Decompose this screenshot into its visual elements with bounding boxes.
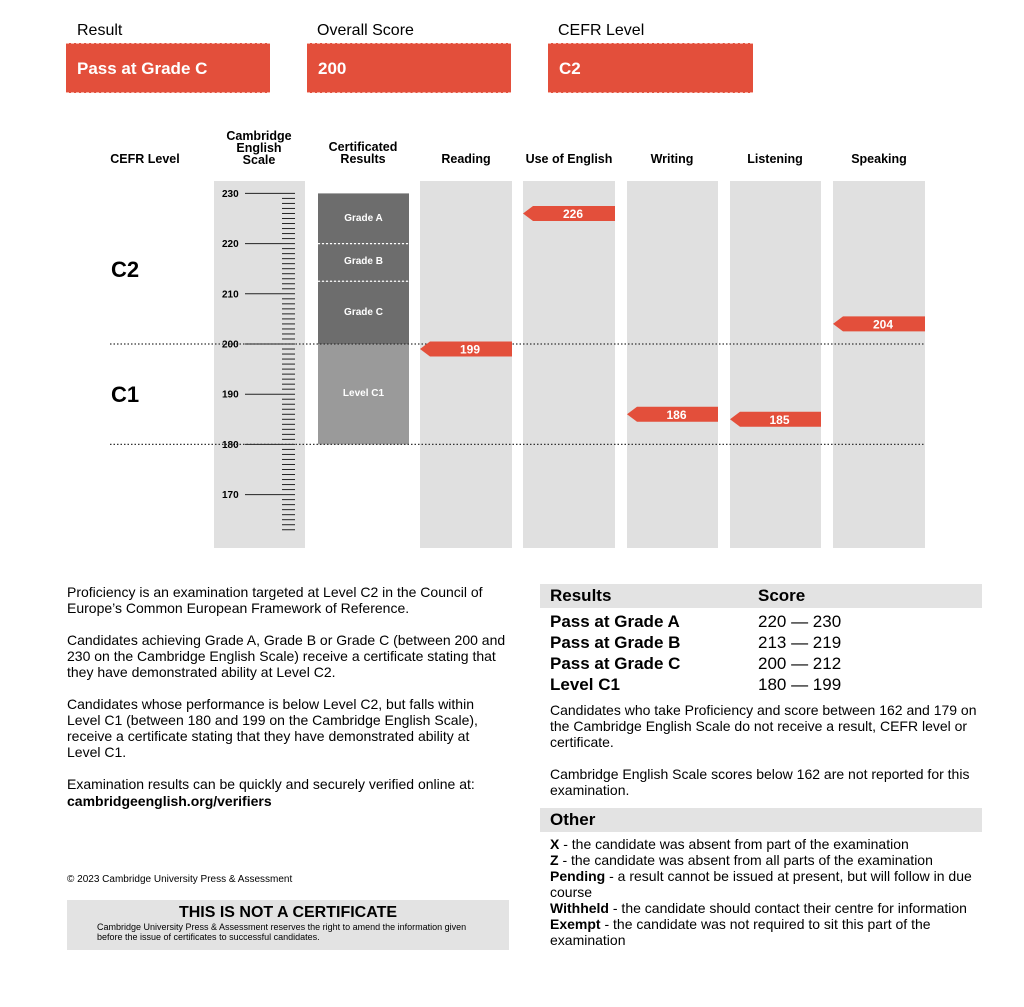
table-row	[550, 654, 982, 674]
list-item: X - the candidate was absent from part of the examination	[550, 836, 909, 852]
grade-a-label: Grade A	[344, 212, 383, 224]
tick-label: 220	[222, 239, 239, 251]
skill-column	[627, 181, 718, 548]
other-title: Other	[550, 810, 596, 829]
skill-column	[523, 181, 615, 548]
score-marker-label: 186	[666, 407, 687, 422]
score-marker-label: 185	[769, 412, 790, 427]
row-label: Level C1	[550, 675, 620, 694]
c2-paragraph: Candidates achieving Grade A, Grade B or Grade C (between 200 and 230 on the Cambridge English Scale) receive a certificate stating that they have demonstrated ability at Level C2.	[67, 632, 506, 680]
grade-b-label: Grade B	[344, 256, 383, 268]
tick-label: 200	[222, 339, 239, 351]
table-row	[550, 675, 982, 695]
tick-label: 230	[222, 188, 239, 200]
c1-paragraph: Candidates whose performance is below Level C2, but falls within Level C1 (between 180 and 199 on the Cambridge English Scale), receive a certificate stating that they have demonstrated ability at Level C1.	[67, 696, 478, 760]
cefr-level-box: C2	[548, 43, 753, 93]
below-162-note: Cambridge English Scale scores below 162 are not reported for this examination.	[550, 766, 970, 798]
row-label: Pass at Grade B	[550, 633, 681, 652]
grade-c-label: Grade C	[344, 306, 383, 318]
scale-header-line: Scale	[242, 153, 276, 167]
listening-header: Listening	[747, 152, 803, 166]
score-marker-label: 226	[562, 206, 584, 221]
row-score: 180 — 199	[758, 675, 842, 694]
results-column-header: Results	[550, 586, 612, 605]
verify-link[interactable]: cambridgeenglish.org/verifiers	[67, 793, 272, 809]
row-label: Pass at Grade C	[550, 654, 681, 673]
row-score: 213 — 219	[758, 633, 842, 652]
score-marker-label: 204	[872, 317, 894, 332]
tick-label: 190	[222, 389, 239, 401]
row-label: Pass at Grade A	[550, 612, 680, 631]
speaking-header: Speaking	[851, 152, 907, 166]
row-score: 200 — 212	[758, 654, 842, 673]
score-column-header: Score	[758, 586, 806, 605]
scale-header-line: English	[236, 141, 282, 155]
certificated-header-line: Certificated	[328, 140, 398, 154]
cefr-column-header: CEFR Level	[110, 152, 180, 166]
skill-column	[420, 181, 512, 548]
score-marker-label: 199	[459, 342, 481, 357]
list-item: Withheld - the candidate should contact their centre for information	[550, 900, 967, 916]
level-c1-label: Level C1	[342, 388, 385, 400]
scale-header-line: Cambridge	[226, 129, 292, 143]
certificated-header-line: Results	[340, 152, 386, 166]
no-result-note: Candidates who take Proficiency and score between 162 and 179 on the Cambridge English Scale do not receive a result, CEFR level or certificate.	[550, 702, 977, 750]
verify-paragraph: Examination results can be quickly and securely verified online at:	[67, 776, 475, 792]
overall-score-label: Overall Score	[317, 22, 414, 39]
table-row	[550, 633, 982, 653]
other-header	[540, 808, 982, 832]
list-item: Pending - a result cannot be issued at present, but will follow in due course	[550, 868, 972, 900]
row-score: 220 — 230	[758, 612, 842, 631]
tick-label: 210	[222, 289, 239, 301]
notice-title: THIS IS NOT A CERTIFICATE	[178, 904, 398, 921]
tick-label: 180	[222, 439, 239, 451]
cefr-c2-label: C2	[111, 257, 140, 282]
list-item: Exempt - the candidate was not required to sit this part of the examination	[550, 916, 931, 948]
reading-header: Reading	[441, 152, 491, 166]
overall-score-box: 200	[307, 43, 511, 93]
use-of-english-header: Use of English	[525, 152, 613, 166]
cefr-level-label: CEFR Level	[558, 22, 645, 39]
result-label: Result	[77, 22, 123, 39]
table-row	[550, 612, 982, 632]
skill-column	[730, 181, 821, 548]
not-certificate-notice	[67, 900, 509, 950]
skill-column	[833, 181, 925, 548]
copyright: © 2023 Cambridge University Press & Assessment	[67, 874, 293, 885]
results-table-header	[540, 584, 982, 608]
other-list	[550, 836, 982, 948]
result-value-box: Pass at Grade C	[66, 43, 270, 93]
cefr-c1-label: C1	[111, 382, 140, 407]
list-item: Z - the candidate was absent from all parts of the examination	[550, 852, 933, 868]
writing-header: Writing	[650, 152, 694, 166]
tick-label: 170	[222, 490, 239, 502]
intro-paragraph: Proficiency is an examination targeted at Level C2 in the Council of Europe’s Common European Framework of Reference.	[67, 584, 483, 616]
notice-body: Cambridge University Press & Assessment reserves the right to amend the information given before the issue of certificates to successful candidates.	[97, 922, 467, 942]
